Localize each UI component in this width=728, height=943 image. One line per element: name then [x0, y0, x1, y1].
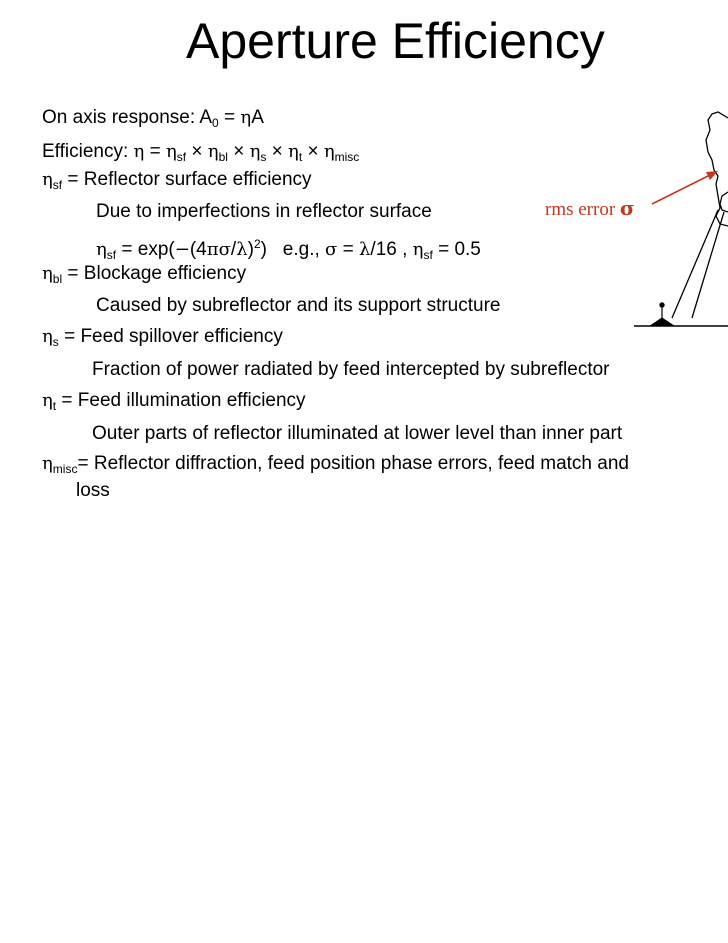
surface-efficiency-detail: Due to imperfections in reflector surface	[96, 201, 432, 222]
efficiency-equation-line: Efficiency: $\eta = \eta_{sf} \times \eta_{bl} \times \eta_s \times \eta_t \times \eta_{misc}$	[42, 141, 360, 164]
illumination-efficiency-detail: Outer parts of reflector illuminated at lower level than inner part	[92, 423, 623, 444]
rms-error-arrow	[652, 171, 718, 204]
surface-efficiency-heading: $\eta_{sf}$ = Reflector surface efficiency	[42, 169, 312, 192]
tripod-leg-left	[672, 210, 718, 318]
antenna-mount	[650, 303, 674, 326]
antenna-diagram	[600, 100, 728, 340]
subreflector-support-outline	[706, 112, 728, 226]
misc-efficiency-continuation: loss	[76, 480, 110, 501]
blockage-efficiency-detail: Caused by subreflector and its support structure	[96, 295, 501, 316]
rms-error-label: rms error σ	[545, 196, 635, 220]
surface-efficiency-formula: $\eta_{sf} = \exp(-(4\pi\sigma/\lambda)^2)$ e.g., σ = λ/16 , $\eta_{sf} = 0.5$	[96, 237, 481, 262]
slide-title: Aperture Efficiency	[186, 13, 605, 69]
misc-efficiency-heading: $\eta_{misc}=$ Reflector diffraction, feed position phase errors, feed match and	[42, 453, 629, 476]
feed-outline	[720, 192, 728, 212]
spillover-efficiency-detail: Fraction of power radiated by feed intercepted by subreflector	[92, 359, 610, 380]
illumination-efficiency-heading: $\eta_t$ = Feed illumination efficiency	[42, 390, 306, 413]
tripod-leg-right	[692, 212, 724, 318]
on-axis-response-line: On axis response: $A_0 = \eta A$	[42, 107, 264, 130]
spillover-efficiency-heading: $\eta_s$ = Feed spillover efficiency	[42, 326, 283, 349]
blockage-efficiency-heading: $\eta_{bl}$ = Blockage efficiency	[42, 263, 247, 286]
reflector-sketch	[634, 112, 728, 326]
